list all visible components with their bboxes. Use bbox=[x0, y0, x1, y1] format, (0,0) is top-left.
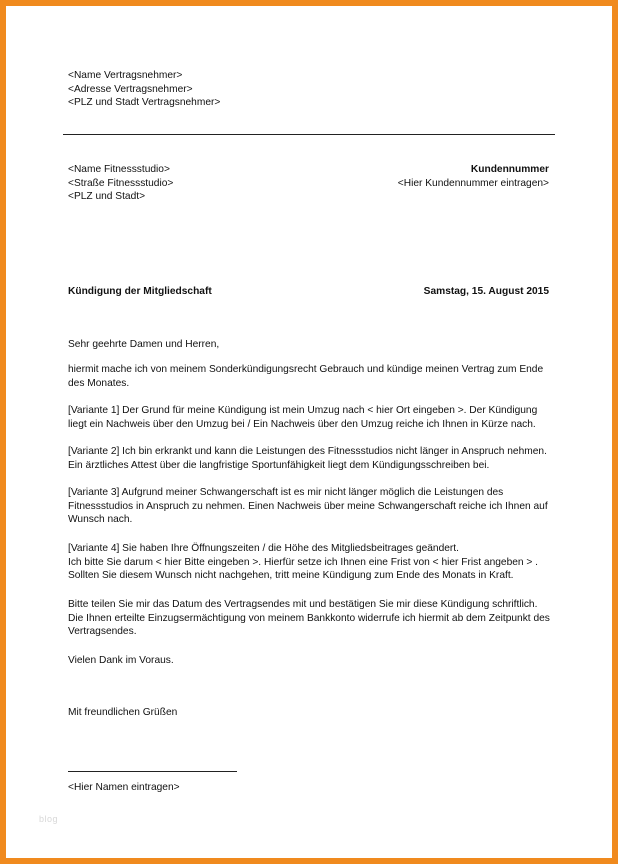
watermark: blog bbox=[39, 814, 59, 824]
paragraph-line: Vielen Dank im Voraus. bbox=[68, 655, 174, 666]
paragraph-line: liegt ein Nachweis über den Umzug bei / Ein Nachweis über den Umzug reiche ich Ihnen in Kürze nach. bbox=[68, 418, 536, 430]
sender-block bbox=[68, 69, 220, 110]
paragraph-intro bbox=[68, 363, 558, 390]
paragraph-variant-4 bbox=[68, 542, 558, 583]
paragraph-variant-2 bbox=[68, 445, 558, 472]
customer-number-label: Kundennummer bbox=[470, 164, 549, 175]
paragraph-line: Wunsch nach. bbox=[68, 514, 133, 526]
customer-number-block bbox=[346, 163, 549, 190]
recipient-city: <PLZ und Stadt> bbox=[68, 191, 146, 203]
paragraph-line: des Monates. bbox=[68, 377, 130, 389]
paragraph-line: Die Ihnen erteilte Einzugsermächtigung von meinem Bankkonto widerrufe ich hiermit ab dem Zeitpunkt des bbox=[68, 612, 550, 624]
sender-address: <Adresse Vertragsnehmer> bbox=[68, 83, 193, 95]
recipient-name: <Name Fitnessstudio> bbox=[68, 164, 170, 175]
recipient-street: <Straße Fitnessstudio> bbox=[68, 177, 174, 189]
letter-page bbox=[6, 6, 612, 858]
signature-name: <Hier Namen eintragen> bbox=[68, 782, 180, 793]
paragraph-confirm bbox=[68, 598, 558, 639]
signature-line bbox=[68, 771, 237, 772]
sender-city: <PLZ und Stadt Vertragsnehmer> bbox=[68, 97, 221, 109]
paragraph-line: Fitnessstudios in Anspruch zu nehmen. Einen Nachweis über meine Schwangerschaft reiche ich Ihnen auf bbox=[68, 500, 548, 512]
header-divider bbox=[63, 134, 555, 135]
paragraph-line: Ein ärztliches Attest über die langfristige Sportunfähigkeit liegt dem Kündigungsschreiben bei. bbox=[68, 459, 490, 471]
paragraph-line: hiermit mache ich von meinem Sonderkündigungsrecht Gebrauch und kündige meinen Vertrag zum Ende bbox=[68, 364, 544, 375]
paragraph-line: [Variante 1] Der Grund für meine Kündigung ist mein Umzug nach < hier Ort eingeben >. Der Kündigung bbox=[68, 405, 538, 416]
customer-number-placeholder: <Hier Kundennummer eintragen> bbox=[397, 177, 549, 189]
sender-name: <Name Vertragsnehmer> bbox=[68, 70, 183, 81]
paragraph-line: [Variante 3] Aufgrund meiner Schwangerschaft ist es mir nicht länger möglich die Leistungen des bbox=[68, 487, 504, 498]
letter-date: Samstag, 15. August 2015 bbox=[423, 286, 549, 297]
paragraph-line: Bitte teilen Sie mir das Datum des Vertragsendes mit und bestätigen Sie mir diese Kündigung schriftlich. bbox=[68, 599, 538, 610]
paragraph-thanks bbox=[68, 654, 558, 668]
subject-line: Kündigung der Mitgliedschaft bbox=[68, 286, 212, 297]
paragraph-line: Ich bitte Sie darum < hier Bitte eingeben >. Hierfür setze ich Ihnen eine Frist von < hier Frist angeben > . bbox=[68, 556, 539, 568]
salutation: Sehr geehrte Damen und Herren, bbox=[68, 339, 220, 350]
paragraph-line: Sollten Sie diesem Wunsch nicht nachgehen, tritt meine Kündigung zum Ende des Monats in Kraft. bbox=[68, 570, 514, 582]
closing: Mit freundlichen Grüßen bbox=[68, 707, 178, 718]
paragraph-line: [Variante 2] Ich bin erkrankt und kann die Leistungen des Fitnessstudios nicht länger in Anspruch nehmen. bbox=[68, 446, 547, 457]
recipient-block bbox=[68, 163, 173, 204]
paragraph-variant-3 bbox=[68, 486, 558, 527]
paragraph-variant-1 bbox=[68, 404, 558, 431]
paragraph-line: [Variante 4] Sie haben Ihre Öffnungszeiten / die Höhe des Mitgliedsbeitrages geändert. bbox=[68, 543, 459, 554]
paragraph-line: Vertragsendes. bbox=[68, 626, 137, 638]
